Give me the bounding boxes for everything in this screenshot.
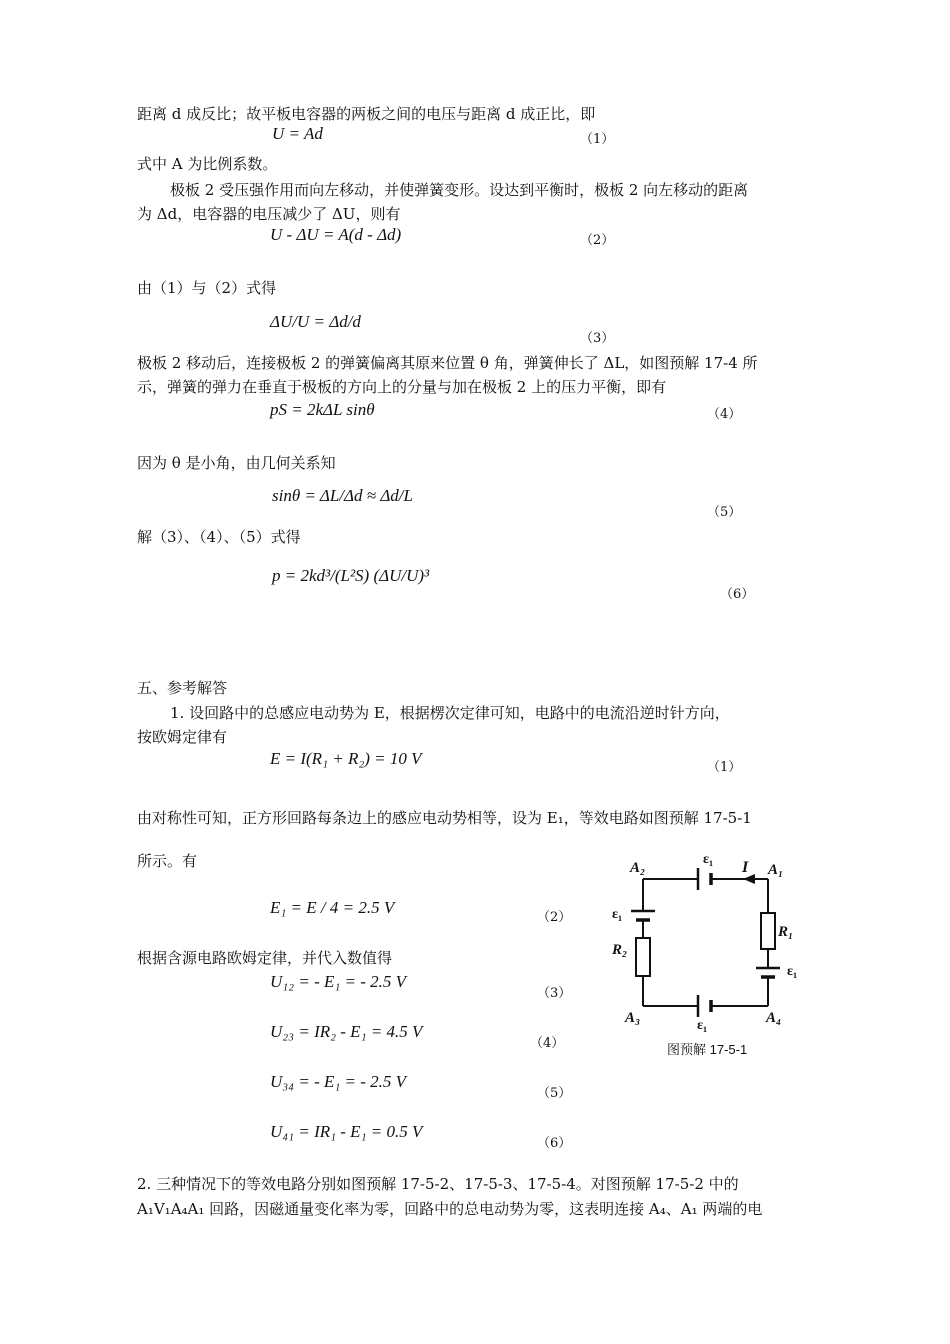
label-A4: A₄ <box>766 1010 782 1026</box>
para-line: 极板 2 受压强作用而向左移动，并使弹簧变形。设达到平衡时，极板 2 向左移动的距离 <box>170 181 749 199</box>
section-heading: 五、参考解答 <box>137 679 228 697</box>
eq-number: （6） <box>720 587 755 602</box>
label-emf-right: ε₁ <box>787 964 798 979</box>
para-line: 示，弹簧的弹力在垂直于极板的方向上的分量与加在极板 2 上的压力平衡，即有 <box>137 378 667 396</box>
figure-caption: 图预解 17-5-1 <box>667 1042 748 1057</box>
eq-number: （3） <box>580 331 615 346</box>
equation-6: p = 2kd³/(L²S) (ΔU/U)³ <box>272 566 430 585</box>
eq-number: （4） <box>530 1036 565 1051</box>
label-emf-top: ε₁ <box>703 852 714 867</box>
eq-number: （4） <box>707 407 742 422</box>
label-I: I <box>742 859 749 876</box>
label-R1: R₁ <box>778 924 794 940</box>
para-line: A₁V₁A₄A₁ 回路，因磁通量变化率为零，回路中的总电动势为零，这表明连接 A₄、A₁ 两端的电 <box>137 1200 763 1218</box>
para-line: 根据含源电路欧姆定律，并代入数值得 <box>137 949 393 967</box>
equation-4: pS = 2kΔL sinθ <box>270 400 375 419</box>
equation-f3: U₁₂ = - E₁ = - 2.5 V <box>270 972 407 991</box>
para-line: 为 Δd，电容器的电压减少了 ΔU，则有 <box>137 205 401 223</box>
equation-f2: E₁ = E / 4 = 2.5 V <box>270 898 395 917</box>
para-line: 2. 三种情况下的等效电路分别如图预解 17-5-2、17-5-3、17-5-4。对图预解 17-5-2 中的 <box>137 1175 739 1193</box>
equation-f4: U₂₃ = IR₂ - E₁ = 4.5 V <box>270 1022 423 1041</box>
para-line: 解（3）、（4）、（5）式得 <box>137 528 301 546</box>
label-emf-bottom: ε₁ <box>697 1018 708 1033</box>
eq-number: （5） <box>707 505 742 520</box>
equation-5: sinθ = ΔL/Δd ≈ Δd/L <box>272 486 413 505</box>
equation-2: U - ΔU = A(d - Δd) <box>270 225 402 244</box>
para-line: 因为 θ 是小角，由几何关系知 <box>137 454 336 472</box>
eq-number: （5） <box>537 1086 572 1101</box>
equation-3: ΔU/U = Δd/d <box>270 312 361 331</box>
para-line: 1. 设回路中的总感应电动势为 E，根据楞次定律可知，电路中的电流沿逆时针方向， <box>170 704 730 722</box>
para-line: 极板 2 移动后，连接极板 2 的弹簧偏离其原来位置 θ 角，弹簧伸长了 ΔL，如图预解 17-4 所 <box>137 354 758 372</box>
eq-number: （6） <box>537 1136 572 1151</box>
eq-number: （2） <box>580 233 615 248</box>
eq-number: （1） <box>580 132 615 147</box>
eq-number: （2） <box>537 910 572 925</box>
equation-f6: U₄₁ = IR₁ - E₁ = 0.5 V <box>270 1122 423 1141</box>
para-line: 按欧姆定律有 <box>137 728 228 746</box>
equation-1: U = Ad <box>272 124 323 143</box>
label-A2: A₂ <box>630 860 646 876</box>
para-line: 由（1）与（2）式得 <box>137 279 277 297</box>
eq-number: （3） <box>537 986 572 1001</box>
label-emf-left: ε₁ <box>612 907 623 922</box>
label-A1: A₁ <box>768 862 784 878</box>
circuit-figure <box>603 846 823 1061</box>
label-A3: A₃ <box>625 1010 641 1026</box>
para-line: 由对称性可知，正方形回路每条边上的感应电动势相等，设为 E₁，等效电路如图预解 17-5-1 <box>137 809 752 827</box>
para-line: 所示。有 <box>137 852 198 870</box>
para-line: 式中 A 为比例系数。 <box>137 155 278 173</box>
eq-number: （1） <box>707 760 742 775</box>
equation-f5: U₃₄ = - E₁ = - 2.5 V <box>270 1072 407 1091</box>
equation-f1: E = I(R₁ + R₂) = 10 V <box>270 749 422 768</box>
para-line: 距离 d 成反比；故平板电容器的两板之间的电压与距离 d 成正比，即 <box>137 105 596 123</box>
label-R2: R₂ <box>612 942 628 958</box>
